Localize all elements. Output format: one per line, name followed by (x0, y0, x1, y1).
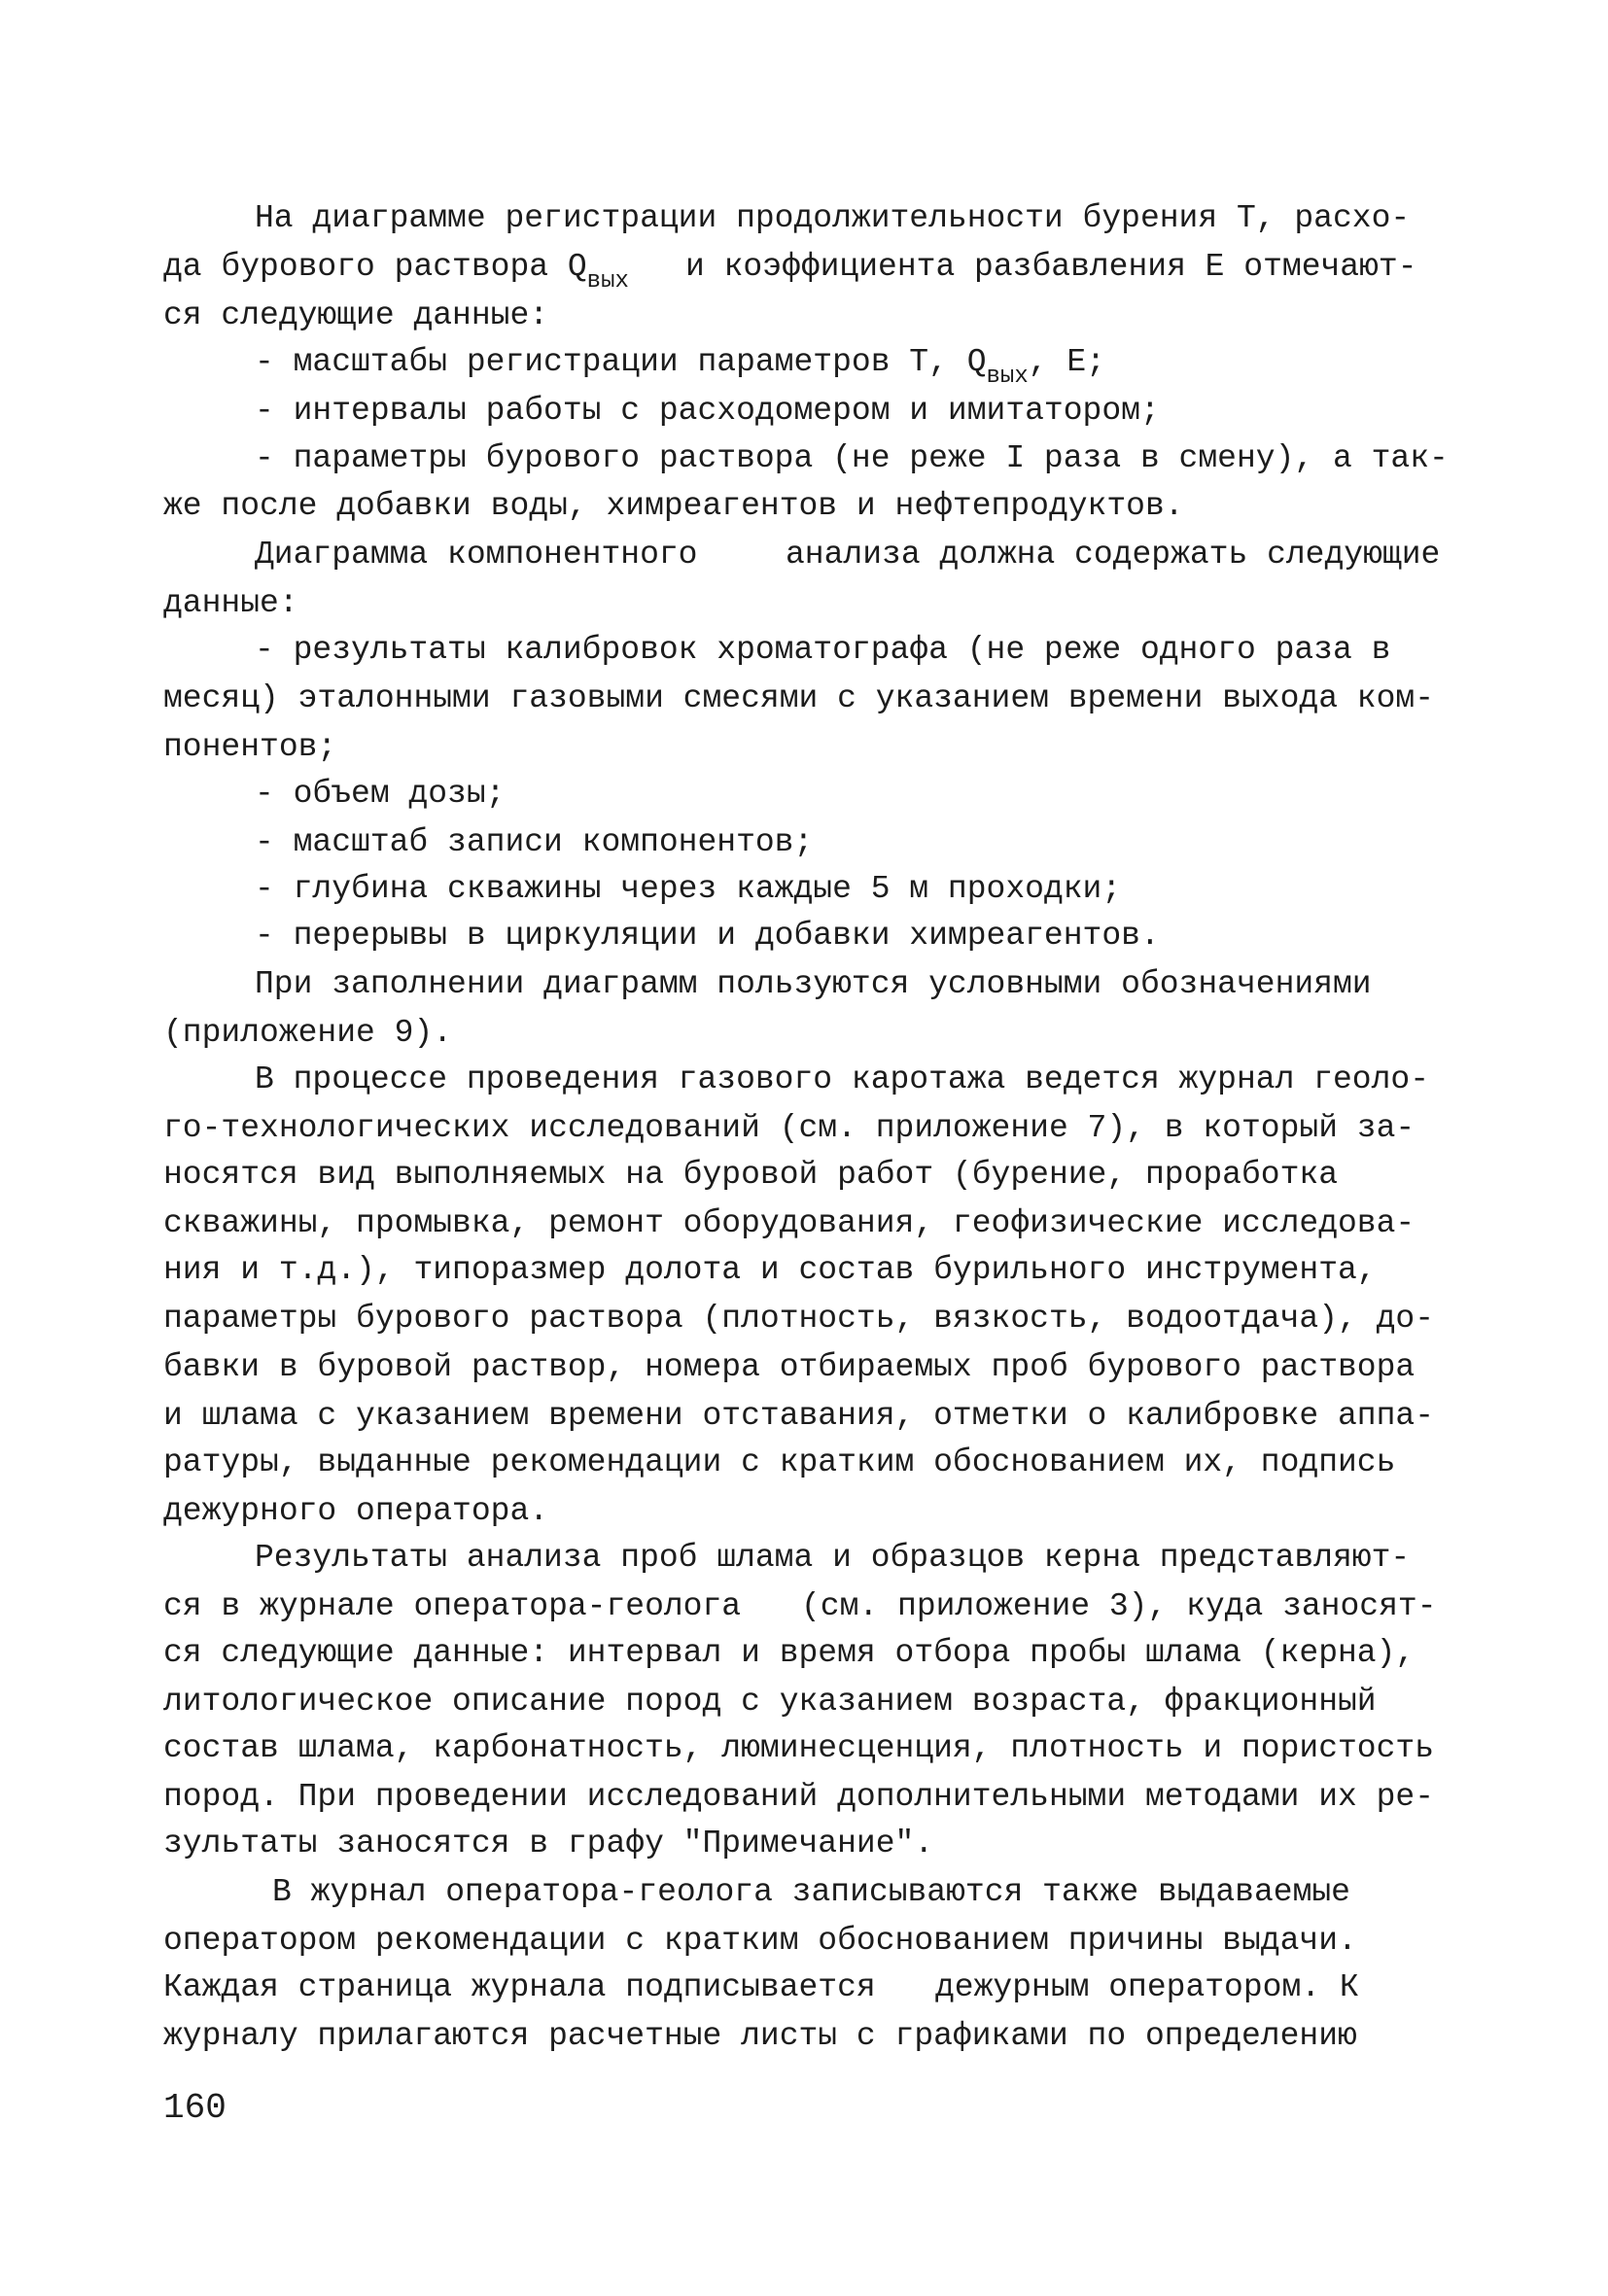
text-line: - результаты калибровок хроматографа (не реже одного раза в (255, 632, 1391, 668)
text-line: журналу прилагаются расчетные листы с графиками по определению (163, 2018, 1357, 2054)
text-line: данные: (163, 585, 298, 621)
text-line: ся в журнале оператора-геолога (163, 1588, 742, 1624)
text-line: ся следующие данные: интервал и время отбора пробы шлама (керна), (163, 1635, 1416, 1671)
text-line: го-технологических исследований (см. приложение 7), в который за- (163, 1110, 1416, 1146)
text-line: - параметры бурового раствора (не реже I раза в смену), а так- (255, 440, 1449, 476)
text-line: При заполнении диаграмм пользуются условными обозначениями (255, 966, 1372, 1002)
text-line (255, 344, 1105, 390)
text-line: состав шлама, карбонатность, люминесценция, плотность и пористость (163, 1730, 1435, 1766)
text-line: Результаты анализа проб шлама и образцов керна представляют- (255, 1540, 1411, 1576)
text-line: зультаты заносятся в графу "Примечание". (163, 1826, 934, 1861)
text-line: пород. При проведении исследований дополнительными методами их ре- (163, 1779, 1435, 1815)
subscript: вых (986, 364, 1029, 390)
text-line: ния и т.д.), типоразмер долота и состав бурильного инструмента, (163, 1252, 1377, 1288)
text-segment: , Е; (1028, 344, 1105, 380)
text-line: месяц) эталонными газовыми смесями с указанием времени выхода ком- (163, 680, 1435, 716)
text-line: и шлама с указанием времени отставания, отметки о калибровке аппа- (163, 1398, 1435, 1434)
text-line: - глубина скважины через каждые 5 м проходки; (255, 871, 1122, 907)
text-line: - интервалы работы с расходомером и имитатором; (255, 393, 1160, 429)
text-line: - объем дозы; (255, 776, 506, 812)
text-segment: да бурового раствора Q (163, 249, 587, 285)
text-line: дежурным оператором. К (935, 1969, 1359, 2005)
text-line: На диаграмме регистрации продолжительности бурения Т, расхо- (255, 200, 1411, 236)
text-line: носятся вид выполняемых на буровой работ (бурение, проработка (163, 1157, 1338, 1193)
text-line: оператором рекомендации с кратким обоснованием причины выдачи. (163, 1923, 1357, 1959)
text-line: (см. приложение 3), куда заносят- (801, 1588, 1437, 1624)
text-line: же после добавки воды, химреагентов и нефтепродуктов. (163, 488, 1184, 524)
text-line: - перерывы в циркуляции и добавки химреагентов. (255, 918, 1160, 954)
text-line: ратуры, выданные рекомендации с кратким обоснованием их, подпись (163, 1444, 1396, 1480)
text-line: скважины, промывка, ремонт оборудования, геофизические исследова- (163, 1205, 1416, 1241)
text-line: - масштаб записи компонентов; (255, 824, 814, 860)
text-line: ся следующие данные: (163, 297, 549, 333)
text-line: (приложение 9). (163, 1015, 453, 1051)
text-line: параметры бурового раствора (плотность, вязкость, водоотдача), до- (163, 1301, 1435, 1337)
text-line: В журнал оператора-геолога записываются также выдаваемые (272, 1874, 1350, 1910)
text-line: и коэффициента разбавления Е отмечают- (685, 249, 1417, 285)
text-line: литологическое описание пород с указанием возраста, фракционный (163, 1684, 1377, 1720)
text-line: анализа должна содержать следующие (786, 537, 1441, 573)
text-line: В процессе проведения газового каротажа ведется журнал геоло- (255, 1061, 1429, 1097)
subscript: вых (586, 268, 629, 295)
text-line: Диаграмма компонентного (255, 537, 698, 573)
text-line: дежурного оператора. (163, 1493, 549, 1529)
text-line: Каждая страница журнала подписывается (163, 1969, 876, 2005)
text-line: понентов; (163, 729, 337, 765)
text-line (163, 249, 629, 295)
text-line: бавки в буровой раствор, номера отбираемых проб бурового раствора (163, 1349, 1416, 1385)
text-segment: - масштабы регистрации параметров Т, Q (255, 344, 987, 380)
page-number: 160 (163, 2088, 227, 2128)
